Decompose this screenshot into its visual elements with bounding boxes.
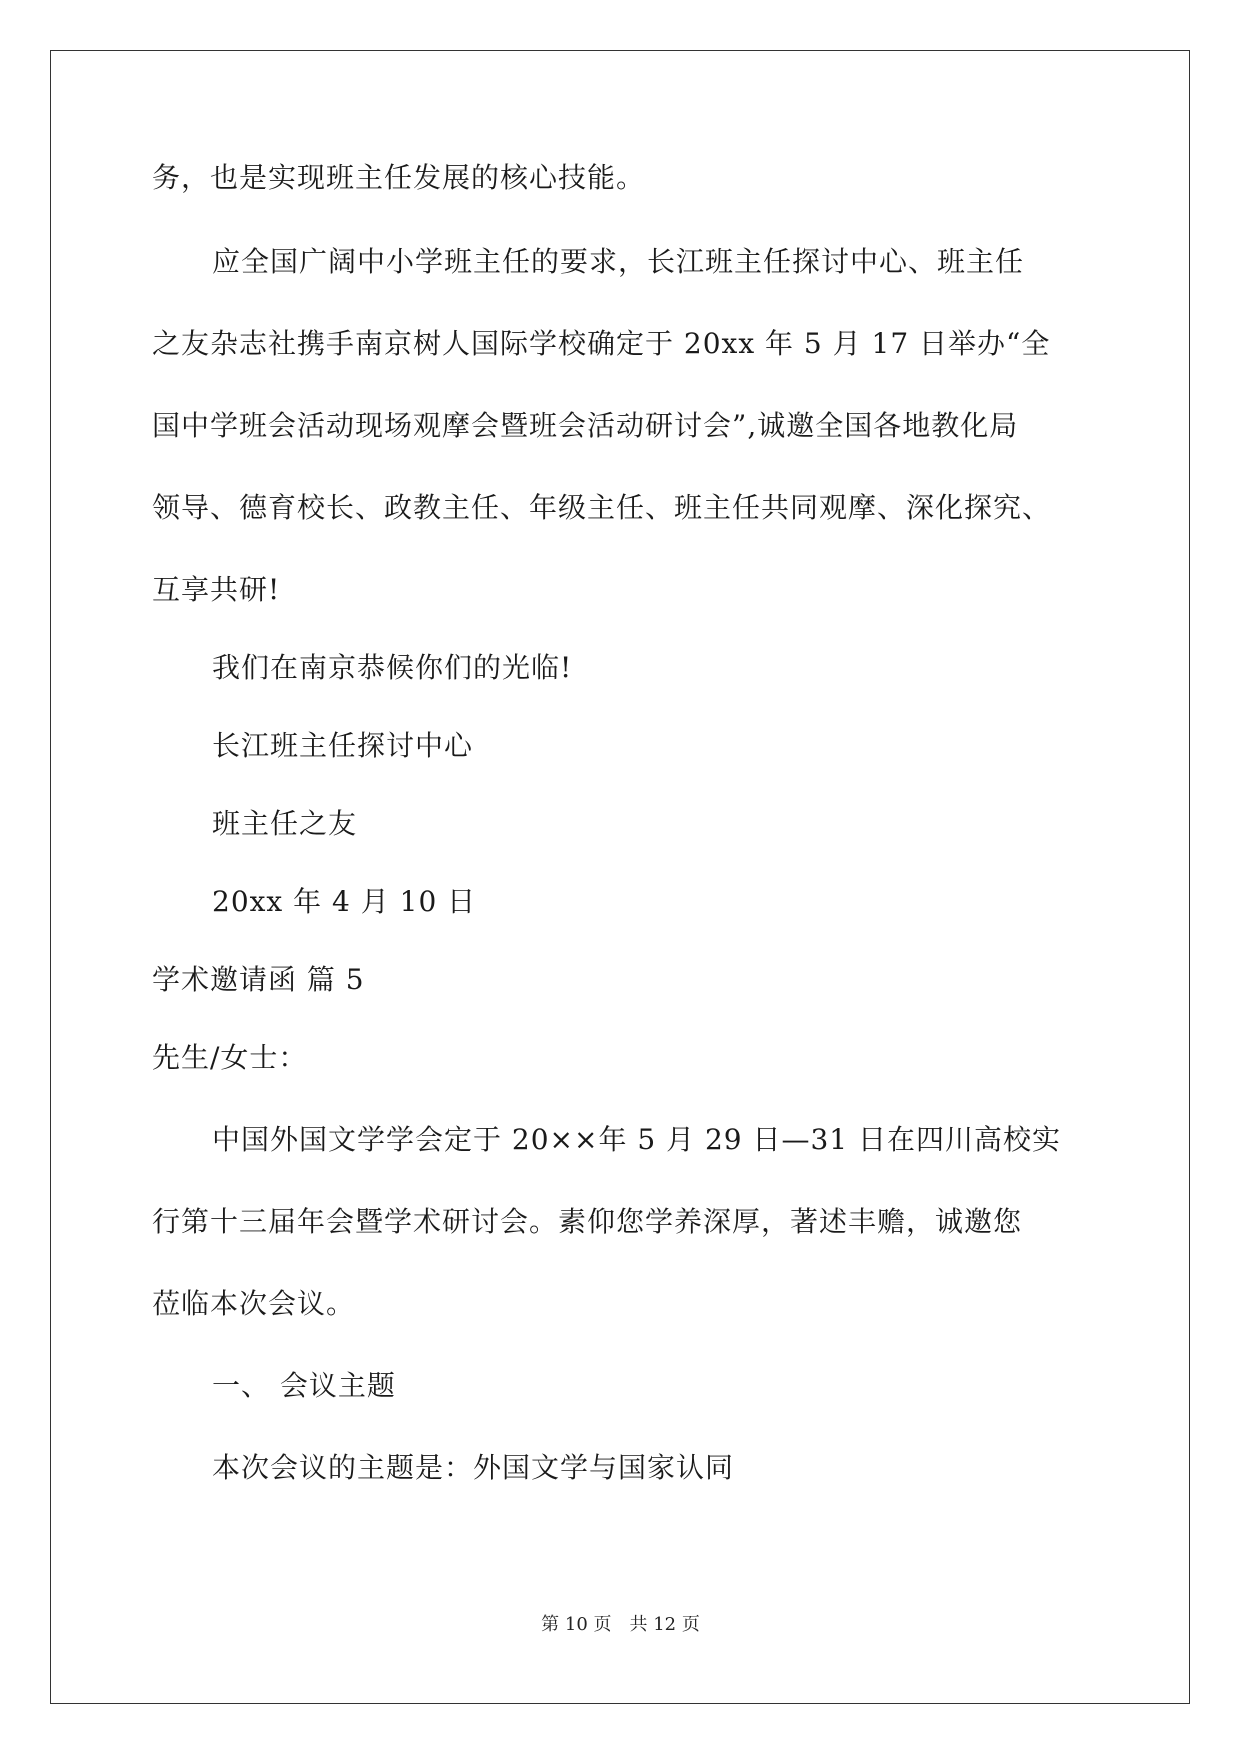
text-line: 行第十三届年会暨学术研讨会。素仰您学养深厚，著述丰赡，诚邀您 — [152, 1205, 1023, 1238]
page-count: 共 12 页 — [629, 1614, 700, 1635]
text-line: 互享共研! — [152, 573, 281, 606]
page-number: 第 10 页 — [541, 1614, 612, 1635]
text-line: 本次会议的主题是：外国文学与国家认同 — [212, 1451, 735, 1484]
text-line: 莅临本次会议。 — [152, 1287, 356, 1320]
page-footer — [0, 1613, 1241, 1637]
text-line: 应全国广阔中小学班主任的要求，长江班主任探讨中心、班主任 — [212, 245, 1025, 278]
signature-org: 班主任之友 — [212, 807, 358, 840]
signature-date: 20xx 年 4 月 10 日 — [212, 885, 477, 918]
text-line: 领导、德育校长、政教主任、年级主任、班主任共同观摩、深化探究、 — [152, 491, 1052, 524]
text-line: 中国外国文学学会定于 20××年 5 月 29 日—31 日在四川高校实 — [212, 1123, 1062, 1156]
text-line: 之友杂志社携手南京树人国际学校确定于 20xx 年 5 月 17 日举办“全 — [152, 327, 1051, 360]
subheading: 一、 会议主题 — [212, 1369, 396, 1402]
text-line: 我们在南京恭候你们的光临! — [212, 651, 573, 684]
salutation: 先生/女士： — [152, 1041, 308, 1074]
signature-org: 长江班主任探讨中心 — [212, 729, 474, 762]
text-line: 国中学班会活动现场观摩会暨班会活动研讨会”,诚邀全国各地教化局 — [152, 409, 1019, 442]
text-line: 务，也是实现班主任发展的核心技能。 — [152, 161, 646, 194]
section-heading: 学术邀请函 篇 5 — [152, 963, 365, 996]
